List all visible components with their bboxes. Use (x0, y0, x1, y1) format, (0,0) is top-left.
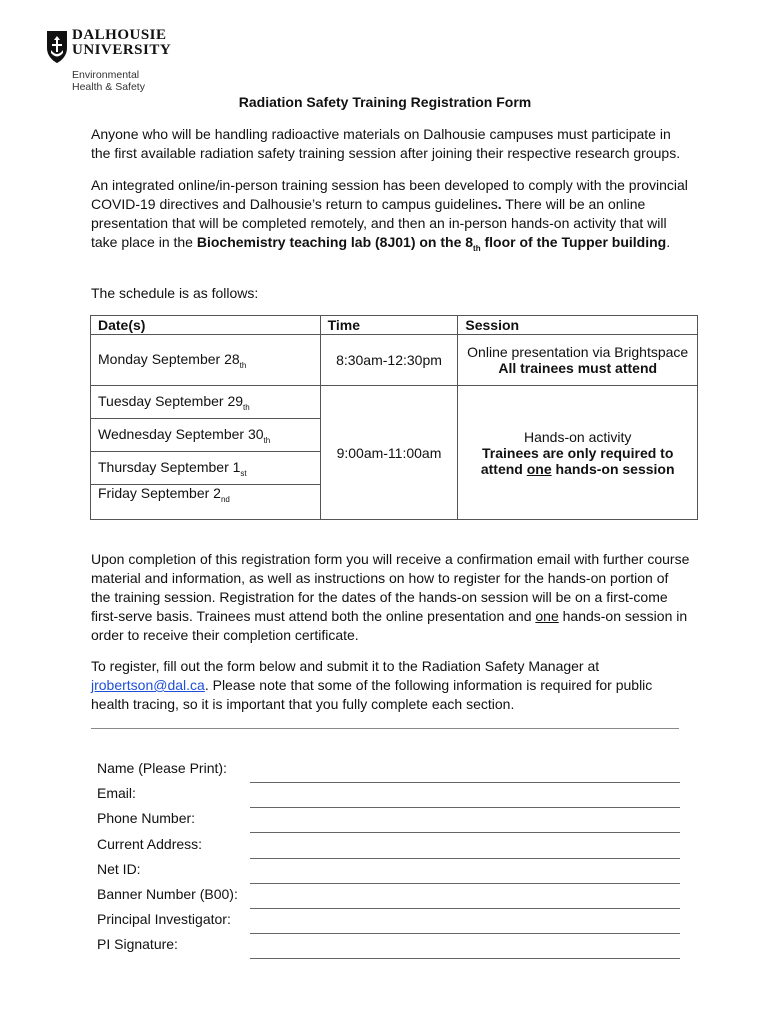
intro-p2-dot: . (497, 196, 502, 212)
completion-text-a: Upon completion of this registration form you will receive a confirmation email with further course material and information, as well as instructions on how to register for the hands-on portion of the training session. Registration for the dates of the hands-on session will be on a first-come first-serve basis. Trainees must attend both the online presentation and (91, 551, 690, 624)
date-cell (91, 386, 321, 419)
location-text-a: Biochemistry teaching lab (8J01) on the 8 (196, 234, 474, 250)
intro-paragraph-2 (91, 176, 691, 258)
date-suffix: nd (220, 494, 230, 504)
header-dates: Date(s) (91, 316, 321, 335)
session-handson-line-1: Hands-on activity (524, 428, 632, 445)
intro-p2-text-a: An integrated online/in-person training session has been developed to comply with the provincial COVID-19 directives and Dalhousie’s return to campus guidelines (91, 177, 688, 212)
session-handson-note (465, 445, 690, 477)
session-cell-handson (458, 386, 698, 520)
logo-wordmark (72, 28, 212, 58)
registration-fields (97, 757, 680, 959)
schedule-intro: The schedule is as follows: (91, 285, 259, 301)
date-text: Thursday September 1 (98, 458, 241, 475)
date-cell (91, 452, 321, 485)
section-divider (91, 728, 679, 729)
department-line-2: Health & Safety (72, 81, 145, 93)
email-link[interactable]: jrobertson@dal.ca (91, 677, 205, 693)
intro-p2-end: . (666, 234, 671, 250)
field-label: Name (Please Print): (97, 760, 227, 776)
session-online-line-1: Online presentation via Brightspace (467, 344, 689, 360)
register-text-a: To register, fill out the form below and submit it to the Radiation Safety Manager at (91, 658, 600, 674)
field-address (97, 833, 680, 858)
register-paragraph (91, 657, 691, 714)
intro-p2-location (196, 234, 667, 253)
time-cell-handson: 9:00am-11:00am (320, 386, 458, 520)
handson-note-a: Trainees are only required to attend (480, 444, 674, 477)
session-cell-online (458, 335, 698, 386)
logo-line-2: UNIVERSITY (72, 42, 172, 58)
date-text: Friday September 2 (98, 485, 221, 501)
field-label: Current Address: (97, 835, 203, 852)
field-banner (97, 883, 680, 908)
field-label: PI Signature: (97, 936, 178, 953)
date-cell (91, 335, 321, 386)
date-text: Wednesday September 30 (98, 425, 264, 442)
completion-underline: one (535, 608, 559, 624)
field-label: Banner Number (B00): (97, 885, 238, 902)
field-label: Net ID: (97, 860, 141, 877)
page-title: Radiation Safety Training Registration Form (238, 94, 532, 110)
date-cell (91, 419, 321, 452)
logo-line-1: DALHOUSIE (72, 27, 167, 43)
intro-p2-text-b: There will be an online presentation that will be completed remotely, and then an in-person hands-on activity that will take place in the (91, 196, 667, 250)
completion-paragraph (91, 550, 691, 645)
intro-paragraph-1: Anyone who will be handling radioactive materials on Dalhousie campuses must participate in the first available radiation safety training session after joining their respective research groups. (91, 126, 681, 161)
date-suffix: th (239, 360, 247, 370)
crest-icon (46, 30, 68, 64)
department-line-1: Environmental (72, 69, 140, 81)
date-suffix: th (263, 435, 271, 445)
field-phone (97, 807, 680, 832)
date-cell (91, 485, 321, 520)
field-label: Email: (97, 785, 136, 802)
session-online-line-2: All trainees must attend (498, 360, 658, 376)
date-text: Monday September 28 (98, 350, 240, 367)
field-email (97, 782, 680, 807)
location-text-b: floor of the Tupper building (480, 234, 667, 250)
completion-text-b: hands-on session in order to receive their completion certificate. (91, 608, 688, 643)
date-suffix: st (240, 468, 247, 478)
field-netid (97, 858, 680, 883)
field-pi-signature (97, 933, 680, 958)
handson-note-underline: one (526, 460, 552, 477)
handson-note-b: hands-on session (551, 460, 675, 477)
header-session: Session (458, 316, 698, 335)
date-text: Tuesday September 29 (98, 392, 244, 409)
field-name (97, 757, 680, 782)
signature-input-line[interactable] (250, 958, 680, 959)
location-sup: th (473, 243, 481, 253)
field-label: Principal Investigator: (97, 911, 231, 928)
field-label: Phone Number: (97, 810, 196, 827)
department-name (72, 69, 212, 93)
header-time: Time (320, 316, 458, 335)
date-suffix: th (243, 402, 250, 412)
schedule-table (90, 315, 698, 520)
time-cell-online: 8:30am-12:30pm (320, 335, 458, 386)
field-pi (97, 908, 680, 933)
schedule-header-row (91, 316, 698, 335)
register-text-b: . Please note that some of the following information is required for public health tracing, so it is important that you fully complete each section. (91, 677, 653, 712)
table-row (91, 335, 698, 386)
table-row (91, 386, 698, 419)
